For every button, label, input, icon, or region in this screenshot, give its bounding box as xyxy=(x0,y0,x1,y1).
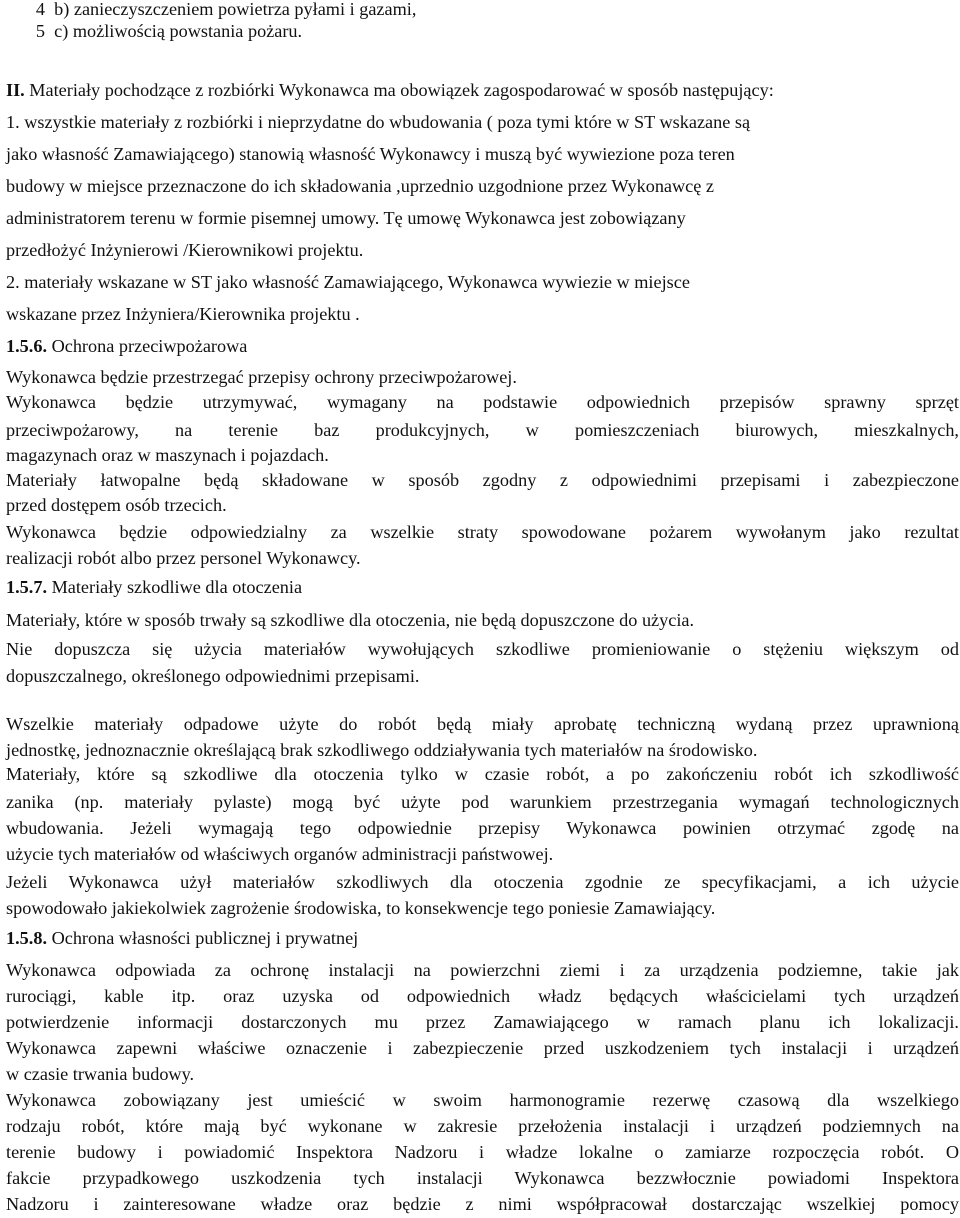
section-number: 1.5.7. xyxy=(6,577,48,597)
text-line xyxy=(6,959,959,981)
line-text: Wszelkie materiały odpadowe użyte do robót będą miały aprobatę techniczną wydaną przez uprawnioną xyxy=(6,714,959,734)
text-line xyxy=(6,1037,959,1059)
text-line xyxy=(6,1193,959,1215)
line-text: jednostkę, jednoznacznie określającą brak szkodliwego oddziaływania tych materiałów na środowisko. xyxy=(6,740,758,760)
line-text: 1. wszystkie materiały z rozbiórki i nieprzydatne do wbudowania ( poza tymi które w ST wskazane są xyxy=(6,112,751,132)
text-line xyxy=(6,335,959,357)
line-text: administratorem terenu w formie pisemnej umowy. Tę umowę Wykonawca jest zobowiązany xyxy=(6,208,686,228)
text-line xyxy=(6,366,959,388)
line-text: Materiały łatwopalne będą składowane w sposób zgodny z odpowiednimi przepisami i zabezpieczone xyxy=(6,470,959,490)
line-number: 4 xyxy=(35,0,55,19)
line-text: użycie tych materiałów od właściwych organów administracji państwowej. xyxy=(6,844,554,864)
line-text: Nadzoru i zainteresowane władze oraz będzie z nimi współpracował dostarczając wszelkiej pomocy xyxy=(6,1194,959,1214)
line-text: przed dostępem osób trzecich. xyxy=(6,495,227,515)
line-text: Wykonawca zobowiązany jest umieścić w swoim harmonogramie rezerwę czasową dla wszelkiego xyxy=(6,1090,959,1110)
text-line xyxy=(6,1115,959,1137)
line-text: Wykonawca będzie odpowiedzialny za wszelkie straty spowodowane pożarem wywołanym jako rezultat xyxy=(6,522,959,542)
text-line xyxy=(6,0,959,20)
line-text: Jeżeli Wykonawca użył materiałów szkodliwych dla otoczenia zgodnie ze specyfikacjami, a ich użycie xyxy=(6,872,959,892)
line-text: Nie dopuszcza się użycia materiałów wywołujących szkodliwe promieniowanie o stężeniu większym od xyxy=(6,639,959,659)
text-line xyxy=(6,521,959,543)
line-text: wskazane przez Inżyniera/Kierownika projektu . xyxy=(6,304,360,324)
line-text: Materiały, które są szkodliwe dla otoczenia tylko w czasie robót, a po zakończeniu robót ich szkodliwość xyxy=(6,764,959,784)
line-text: c) możliwością powstania pożaru. xyxy=(54,21,303,41)
text-line xyxy=(6,303,959,325)
text-line xyxy=(6,1167,959,1189)
text-line xyxy=(6,444,959,466)
text-line xyxy=(6,791,959,813)
text-line xyxy=(6,175,959,197)
text-line xyxy=(6,763,959,785)
text-line xyxy=(6,638,959,660)
text-line xyxy=(6,271,959,293)
line-text: rodzaju robót, które mają być wykonane w zakresie przełożenia instalacji i urządzeń podziemnych na xyxy=(6,1116,959,1136)
text-line xyxy=(6,1089,959,1111)
line-text: Wykonawca odpowiada za ochronę instalacji na powierzchni ziemi i za urządzenia podziemne, takie jak xyxy=(6,960,959,980)
text-line xyxy=(6,1141,959,1163)
line-text: zanika (np. materiały pylaste) mogą być użyte pod warunkiem przestrzegania wymagań technologicznych xyxy=(6,792,959,812)
line-text: Wykonawca będzie utrzymywać, wymagany na podstawie odpowiednich przepisów sprawny sprzęt xyxy=(6,392,959,412)
text-line xyxy=(6,391,959,413)
line-text: Wykonawca zapewni właściwe oznaczenie i zabezpieczenie przed uszkodzeniem tych instalacji i urządzeń xyxy=(6,1038,959,1058)
line-number: 5 xyxy=(35,21,55,41)
text-line xyxy=(6,985,959,1007)
section-heading-text: Materiały szkodliwe dla otoczenia xyxy=(47,577,303,597)
line-text: dopuszczalnego, określonego odpowiednimi przepisami. xyxy=(6,666,420,686)
text-line xyxy=(6,927,959,949)
line-text: realizacji robót albo przez personel Wykonawcy. xyxy=(6,548,361,568)
text-line xyxy=(6,494,959,516)
text-line xyxy=(6,843,959,865)
section-number: 1.5.6. xyxy=(6,336,48,356)
text-line xyxy=(6,143,959,165)
text-line xyxy=(6,1063,959,1085)
text-line xyxy=(6,609,959,631)
line-text: magazynach oraz w maszynach i pojazdach. xyxy=(6,445,329,465)
line-text: spowodowało jakiekolwiek zagrożenie środowiska, to konsekwencje tego poniesie Zamawiający. xyxy=(6,898,716,918)
text-line xyxy=(6,665,959,687)
text-line xyxy=(6,111,959,133)
text-line xyxy=(6,547,959,569)
text-line xyxy=(6,817,959,839)
section-number: II. xyxy=(6,80,25,100)
text-line xyxy=(6,419,959,441)
text-line xyxy=(6,79,959,101)
line-text: przedłożyć Inżynierowi /Kierownikowi projektu. xyxy=(6,240,364,260)
line-text: fakcie przypadkowego uszkodzenia tych instalacji Wykonawca bezzwłocznie powiadomi Inspektora xyxy=(6,1168,959,1188)
text-line xyxy=(6,1011,959,1033)
section-heading-text: Ochrona własności publicznej i prywatnej xyxy=(47,928,359,948)
section-heading-text: Materiały pochodzące z rozbiórki Wykonawca ma obowiązek zagospodarować w sposób następujący: xyxy=(24,80,774,100)
text-line xyxy=(6,20,959,42)
line-text: Materiały, które w sposób trwały są szkodliwe dla otoczenia, nie będą dopuszczone do użycia. xyxy=(6,610,695,630)
line-text: jako własność Zamawiającego) stanowią własność Wykonawcy i muszą być wywiezione poza teren xyxy=(6,144,735,164)
line-text: 2. materiały wskazane w ST jako własność Zamawiającego, Wykonawca wywiezie w miejsce xyxy=(6,272,690,292)
text-line xyxy=(6,739,959,761)
line-text: b) zanieczyszczeniem powietrza pyłami i gazami, xyxy=(54,0,417,19)
section-heading-text: Ochrona przeciwpożarowa xyxy=(47,336,248,356)
text-line xyxy=(6,239,959,261)
text-line xyxy=(6,207,959,229)
line-text: Wykonawca będzie przestrzegać przepisy ochrony przeciwpożarowej. xyxy=(6,367,517,387)
text-line xyxy=(6,469,959,491)
line-text: rurociągi, kable itp. oraz uzyska od odpowiednich władz będących właścicielami tych urządzeń xyxy=(6,986,959,1006)
text-line xyxy=(6,897,959,919)
text-line xyxy=(6,871,959,893)
line-text: w czasie trwania budowy. xyxy=(6,1064,195,1084)
line-text: budowy w miejsce przeznaczone do ich składowania ,uprzednio uzgodnione przez Wykonawcę z xyxy=(6,176,715,196)
text-line xyxy=(6,713,959,735)
section-number: 1.5.8. xyxy=(6,928,48,948)
line-text: potwierdzenie informacji dostarczonych mu przez Zamawiającego w ramach planu ich lokalizacji. xyxy=(6,1012,959,1032)
line-text: wbudowania. Jeżeli wymagają tego odpowiednie przepisy Wykonawca powinien otrzymać zgodę na xyxy=(6,818,959,838)
line-text: terenie budowy i powiadomić Inspektora Nadzoru i władze lokalne o zamiarze rozpoczęcia robót. O xyxy=(6,1142,959,1162)
text-line xyxy=(6,576,959,598)
line-text: przeciwpożarowy, na terenie baz produkcyjnych, w pomieszczeniach biurowych, mieszkalnych, xyxy=(6,420,959,440)
